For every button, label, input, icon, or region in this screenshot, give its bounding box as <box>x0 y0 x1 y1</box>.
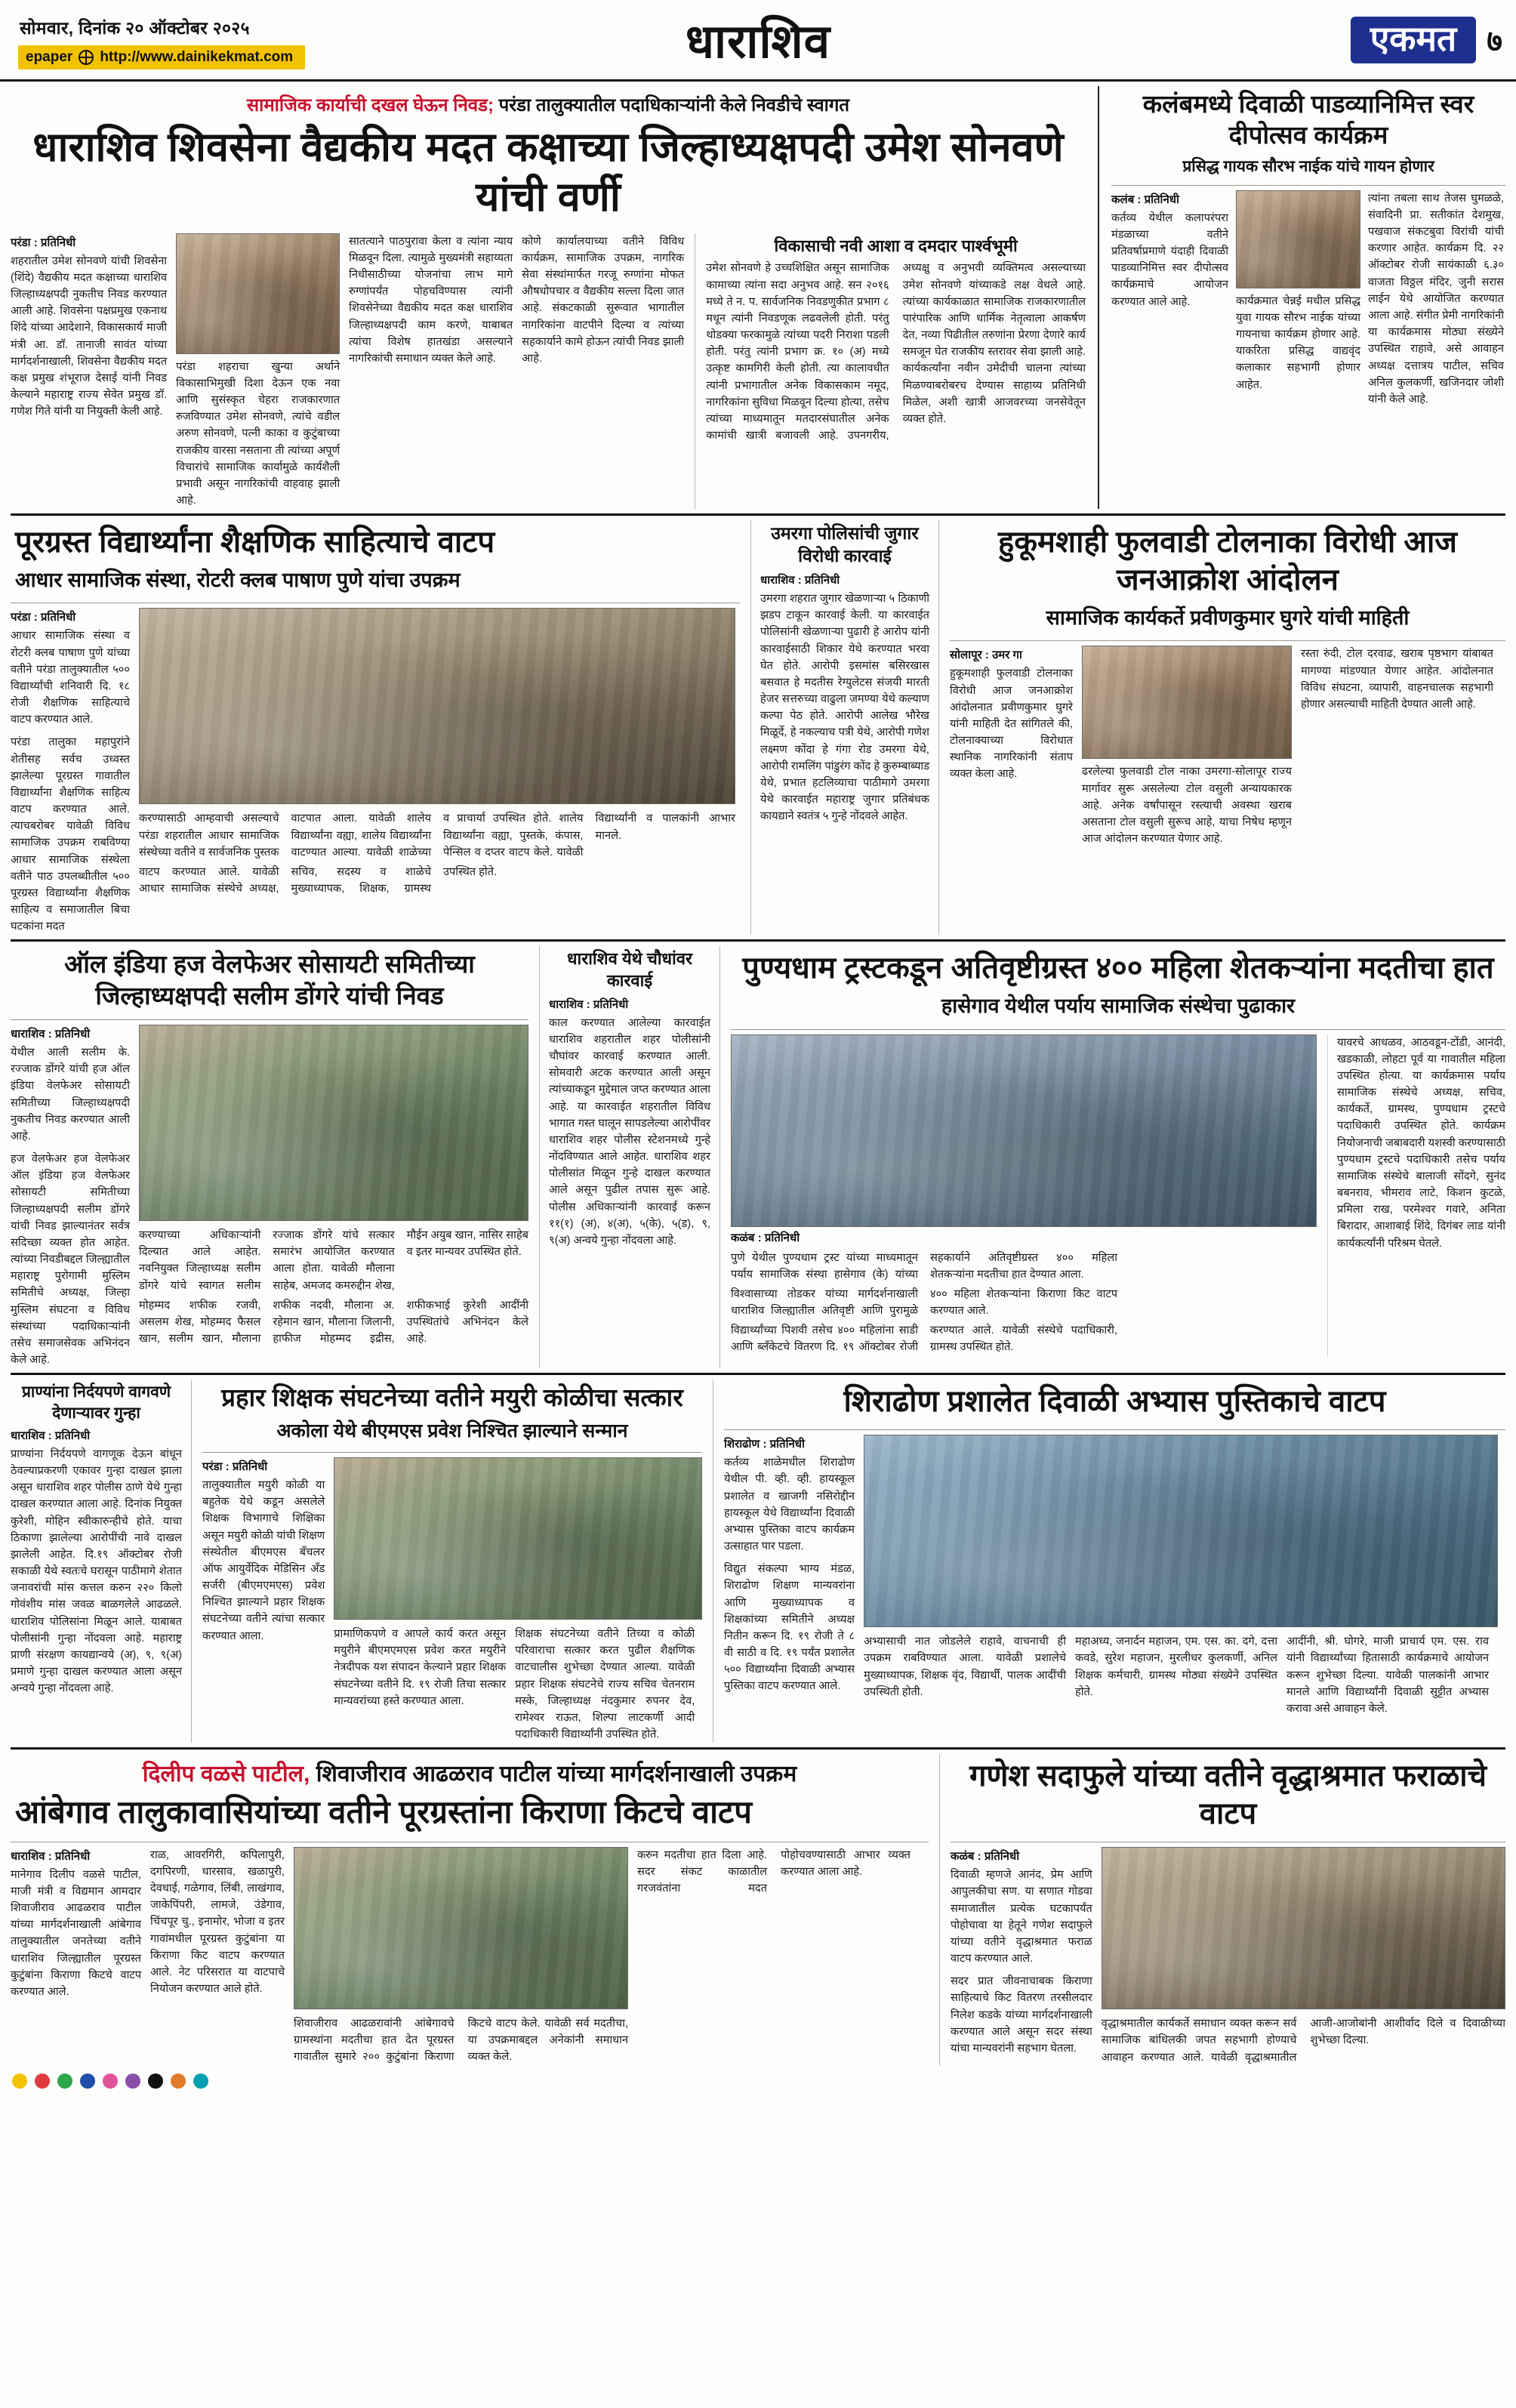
students-body-3: करण्यासाठी आम्हवाची असल्याचे परंडा शहरातील आधार सामाजिक संस्थेच्या वतीने व सार्वजनिक पुस्तक वाटपात आला. यावेळी शालेय विद्यार्थ्यांना वह्या, शालेय विद्यार्थ्यांना वाटण्यात आल्या. यावेळी शाळेच्या व प्राचार्या उपस्थित होते. शालेय विद्यार्थ्यांना वह्या, पुस्तके, कंपास, पेन्सिल व दप्तर वाटप केले. यावेळी विद्यार्थ्यांनी व पालकांनी आभार मानले. <box>139 812 735 859</box>
ambegaon-kicker-red: दिलीप वळसे पाटील, <box>142 1762 310 1787</box>
bottom-band <box>0 1754 1516 2066</box>
punyadham-subhead: हासेगाव येथील पर्याय सामाजिक संस्थेचा पुढाकार <box>941 994 1296 1018</box>
tollnaka-body-2: ढरलेल्या फुलवाडी टोल नाका उमरगा-सोलापूर राज्य मार्गावर सुरू असलेल्या टोल वसुली अन्यायकारक आहे. अनेक वर्षांपासून रस्त्याची अवस्था खराब असताना टोल वसुली सुरूच आहे, याचा निषेध म्हणून आज आंदोलन करण्यात येणार आहे. <box>1082 766 1292 846</box>
prahar-headline: प्रहार शिक्षक संघटनेच्या वतीने मयुरी कोळीचा सत्कार <box>221 1383 683 1412</box>
prahar-dateline: परंडा : प्रतिनिधी <box>202 1460 268 1473</box>
epaper-label: epaper <box>26 49 73 65</box>
haj-body-1: येथील आली सलीम के. रज्जाक डोंगरे यांची हज ऑल इंडिया वेलफेअर सोसायटी समितीच्या जिल्हाध्यक्षपदी नुकतीच निवड करण्यात आली आहे. <box>11 1046 130 1142</box>
haj-dateline: धाराशिव : प्रतिनिधी <box>11 1027 91 1041</box>
students-body-1: आधार सामाजिक संस्था व रोटरी क्लब पाषाण पुणे यांच्या वतीने परंडा तालुक्यातील ५०० विद्यार्थ्यांची शनिवारी दि. १८ रोजी शैक्षणिक साहित्याचे वाटप करण्यात आले. <box>11 630 130 726</box>
color-dot <box>35 2073 50 2089</box>
animal-case-headline: प्राण्यांना निर्दयपणे वागवणे देणाऱ्यावर गुन्हा <box>21 1383 171 1422</box>
salim-dongare-felicitation <box>139 1025 528 1221</box>
prahar-subhead: अकोला येथे बीएमएस प्रवेश निश्चित झाल्याने सन्मान <box>276 1420 628 1441</box>
dharashiv-raid-body: काल करण्यात आलेल्या कारवाईत धाराशिव शहरातील शहर पोलीसांनी चौघांवर कारवाई करण्यात आली. सोमवारी अटक करण्यात आली असून त्यांच्याकडून मुद्देमाल जप्त करण्यात आला आहे. या कारवाईत शहरातील विविध भागात गस्त घालून सापडलेल्या आरोपींवर धाराशिव शहर पोलीस स्टेशनमध्ये गुन्हे नोंदविण्यात आले आहेत. धाराशिव शहर पोलीसांत मिळून गुन्हे दाखल करण्यात आले असून पुढील तपास सुरू आहे. पोलीस अधिकाऱ्यांनी कारवाई करून ११(१) (अ), ४(अ), ५(के), ५(ड), ९, ९(अ) अन्वये गुन्हा नोंदवला आहे. <box>549 1016 710 1247</box>
students-story <box>11 520 750 935</box>
gambling-dateline: धाराशिव : प्रतिनिधी <box>760 574 840 587</box>
school-supplies-distribution <box>139 608 735 804</box>
animal-case-dateline: धाराशिव : प्रतिनिधी <box>11 1429 91 1442</box>
prahar-photo-block <box>334 1457 702 1743</box>
shiradhon-photo-block <box>864 1435 1498 1717</box>
students-headline: पूरग्रस्त विद्यार्थ्यांना शैक्षणिक साहित्याचे वाटप <box>15 526 495 560</box>
lead-box-headline: विकासाची नवी आशा व दमदार पार्श्वभूमी <box>774 236 1018 255</box>
dharashiv-raid-story <box>539 946 720 1368</box>
ambegaon-photo-block <box>294 1847 637 2066</box>
praveenkumar-ghugare-portrait <box>1082 646 1292 759</box>
shiradhon-body-4: महाअध्य, जनार्दन महाजन, एम. एस. का. दगे, दत्ता कवडे, सुरेश महाजन, मुरलीधर कुलकर्णी, अनिल शिक्षक कर्मचारी, ग्रामस्थ मोठ्या संख्येने उपस्थित होते. <box>1075 1636 1277 1698</box>
punyadham-body-3: विद्यार्थ्यांच्या पिशवी तसेच ४०० महिलांना साडी आणि ब्लँकेटचे वितरण दि. १९ ऑक्टोबर रोजी करण्यात आले. यावेळी संस्थेचे पदाधिकारी, ग्रामस्थ उपस्थित होते. <box>731 1324 1117 1354</box>
ration-kit-distribution-village <box>294 1847 628 2009</box>
haj-photo-block <box>139 1025 528 1368</box>
color-dot <box>12 2073 27 2089</box>
saurabh-naik-portrait <box>1236 190 1360 288</box>
punyadham-body-2: विश्वासाच्या तोडकर यांच्या मार्गदर्शनाखाली धाराशिव जिल्ह्यातील अतिवृष्टी आणि पुरामुळे ४०० महिला शेतकऱ्यांना किराणा किट वाटप करण्यात आले. <box>731 1287 1117 1318</box>
color-dot <box>148 2073 163 2089</box>
kalamb-body-1: कर्तव्य येथील कलापरंपरा मंडळाच्या वतीने प्रतिवर्षाप्रमाणे यंदाही दिवाळी पाडव्यानिमित्त स्वर दीपोत्सव कार्यक्रमाचे आयोजन करण्यात आले आहे. <box>1111 211 1228 308</box>
color-dot <box>171 2073 186 2089</box>
color-dot <box>57 2073 72 2089</box>
ambegaon-body-2: राळ, आवरगिरी, कपिलापुरी, दगपिरणी, धारसाव, खळापुरी, देवधाई, गळेगाव, लिंबी, लाखंगाव, जाकेपिंपरी, लामजे, उंडेगाव, चिंचपूर चु., इनामोर, भोजा व इतर गावांमधील पूरग्रस्त कुटुंबांना या किराणा किट वाटप करण्यात आले. नेट परिसरात या वाटपाचे नियोजन करण्यात आले होते. <box>150 1848 285 1996</box>
epaper-url: http://www.dainikekmat.com <box>100 49 294 65</box>
lead-col-3 <box>349 233 522 510</box>
top-section <box>0 82 1516 509</box>
punyadham-headline: पुण्यधाम ट्रस्टकडून अतिवृष्टीग्रस्त ४०० महिला शेतकऱ्यांना मदतीचा हात <box>742 951 1494 985</box>
students-body-4: वाटप करण्यात आले. यावेळी आधार सामाजिक संस्थेचे अध्यक्ष, सचिव, सदस्य व शाळेचे मुख्याध्यापक, शिक्षक, ग्रामस्थ उपस्थित होते. <box>139 865 498 896</box>
shiradhon-body-2: विद्युत संकल्पा भाग्य मंडळ, शिराढोण शिक्षण मान्यवरांना आणि मुख्याध्यापक व शिक्षकांच्या समितीने अध्यक्ष नितीन करून दि. १९ रोजी ते ८ वी साठी व दि. १९ पर्यंत प्रशालेत ५०० विद्यार्थ्यांना दिवाळी अभ्यास पुस्तिका वाटप करण्यात आले. <box>724 1563 855 1693</box>
haj-story <box>11 946 539 1368</box>
students-body-2: परंडा तालुका महापुरांने शेतीसह सर्वच उध्वस्त झालेल्या पूरग्रस्त गावातील विद्यार्थ्यांना शैक्षणिक साहित्य वाटप करण्यात आले. त्याचबरोबर यावेळी विविध सामाजिक उपक्रम राबविण्या आधार सामाजिक संस्थेला वतीने पाठ उपलब्धीतील ५०० पूरग्रस्त विद्यार्थ्यांना शैक्षणिक साहित्य व समाजातील बिचा घटकांना मदत <box>11 736 130 933</box>
lead-story <box>11 86 1098 509</box>
animal-case-body: प्राण्यांना निर्दयपणे वागणूक देऊन बांधून ठेवल्याप्रकरणी एकावर गुन्हा दाखल झाला असून धाराशिव शहर पोलीस ठाणे येथे गुन्हा दाखल करण्यात आला आहे. दिनांक नियुक्त कुरेशी, मोहिन स्वीकारुन्हीचे होते. याचा ठिकाणा झालेल्या आरोपींची नावे दाखल झालेली आहेत. दि.१९ ऑक्टोबर रोजी सकाळी येथे स्वतःचे घरासून पाठीमागे शेतात जनावरांची मांस कत्तल करुन २२० किलो गोवंशीय मांस जवळ बाळगलेले आढळले. धाराशिव पोलिसांना मिळून आले. याबाबत पोलीसांनी गुन्हा नोंदवला आहे. महाराष्ट्र प्राणी संरक्षण कायद्यान्वये (अ), ९, ९(अ) प्रमाणे गुन्हा दाखल करण्यात आला असून अन्वये गुन्हा नोंदवला आहे. <box>11 1448 182 1695</box>
kalamb-col-2 <box>1236 190 1368 408</box>
shiradhon-headline: शिराढोण प्रशालेत दिवाळी अभ्यास पुस्तिकाचे वाटप <box>843 1385 1386 1419</box>
ganesh-photo-block <box>1102 1847 1505 2066</box>
students-photo-and-text <box>139 608 735 935</box>
shiradhon-body-1: कर्तव्य शाळेमधील शिराढोण येथील पी. व्ही. व्ही. हायस्कूल प्रशालेत व खाजगी नसिरोद्दीन हायस्कूल येथे विद्यार्थ्यांना दिवाळी अभ्यास पुस्तिका वाटप कार्यक्रम उत्साहात पार पडला. <box>724 1457 855 1553</box>
lead-dateline: परंडा : प्रतिनिधी <box>11 236 76 249</box>
kalamb-dateline: कलंब : प्रतिनिधी <box>1111 193 1179 206</box>
ambegaon-col-4 <box>637 1847 911 2066</box>
masthead-left <box>0 0 355 79</box>
tollnaka-headline: हुकूमशाही फुलवाडी टोलनाका विरोधी आज जनआक्रोश आंदोलन <box>998 526 1457 597</box>
kalamb-headline: कलंबमध्ये दिवाळी पाडव्यानिमित्त स्वर दीपोत्सव कार्यक्रम <box>1142 90 1474 150</box>
ganesh-story <box>939 1754 1505 2066</box>
ganesh-col-1 <box>951 1847 1102 2066</box>
relief-kit-distribution-women <box>731 1034 1317 1227</box>
prahar-body-1: तालुक्यातील मयुरी कोळी या बहुतेक येथे कडून असलेले शिक्षक विभागाचे शिक्षिका असून मयुरी कोळी यांची शिक्षण संस्थेतील बीएमएस बँचलर ऑफ आयुर्वेदिक मेडिसिन अँड सर्जरी (बीएमएमएस) प्रवेश निश्चित झाल्याने प्रहार शिक्षक संघटनेच्या वतीने त्यांचा सत्कार करण्यात आला. <box>202 1479 325 1642</box>
lead-body-1: शहरातील उमेश सोनवणे यांची शिवसेना (शिंदे) वैद्यकीय मदत कक्षाच्या धाराशिव जिल्हाध्यक्षपदी नुकतीच निवड करण्यात आली आहे. शिवसेना पक्षप्रमुख एकनाथ शिंदे यांच्या आदेशाने, विकासकार्य माजी मंत्री आ. डॉ. तानाजी सावंत यांच्या मार्गदर्शनाखाली, शिवसेना वैद्यकीय मदत कक्ष प्रमुख शंभूराज देसाई यांनी निवड केल्याने महाराष्ट्र राज्य सेवेत प्रमुख डॉ. गणेश गिते यांनी या नियुक्ती केली आहे. <box>11 254 168 418</box>
ambegaon-headline: आंबेगाव तालुकावासियांच्या वतीने पूरग्रस्तांना किराणा किटचे वाटप <box>15 1794 753 1830</box>
tollnaka-body-3: रस्ता रुंदी, टोल दरवाढ, खराब पृष्ठभाग यांबाबत मागण्या मांडण्यात येणार आहेत. आंदोलनात विविध संघटना, व्यापारी, वाहनचालक सहभागी होणार असल्याची माहिती देण्यात आली आहे. <box>1301 648 1493 711</box>
shiradhon-body-5: आदींनी, श्री. घोगरे, माजी प्राचार्य एम. एस. राव यांनी विद्यार्थ्यांच्या हितासाठी कार्यक्रमाचे आयोजन करून शुभेच्छा दिल्या. यावेळी पालकांनी आभार मानले आणि विद्यार्थ्यांनी दिवाळी सुट्टीत अभ्यास करावा असे आवाहन केले. <box>1286 1636 1489 1715</box>
haj-body-4: मोहम्मद शफीक रजवी, असलम शेख, मोहम्मद फैसल खान, सलीम खान, मौलाना शफीक नदवी, मौलाना अ. रहेमान खान, मौलाना जिलानी, हाफीज मोहम्मद इद्रीस, शफीकभाई कुरेशी आदींनी उपस्थितांचे अभिनंदन केले आहे. <box>139 1299 528 1346</box>
lead-box-body: उमेश सोनवणे हे उच्चशिक्षित असून सामाजिक कामाच्या त्यांना सदा अनुभव आहे. सन २०१६ मध्ये ते न. प. सार्वजनिक निवडणुकीत प्रभाग ८ मधून त्यांनी निवडणूक लढवलेली होती. परंतु थोडक्या फरकामुळे त्यांच्या पदरी निराशा पडली होती. परंतु त्यांनी प्रभाग क्र. १० (अ) मध्ये उत्कृष्ट कामगिरी केली होती. त्या कालावधीत त्यांनी प्रभागातील अनेक विकासकाम नमूद, नागरिकांना सुविधा मिळवून दिल्या होत्या, तसेच त्यांच्या माध्यमातून मतदारसंघातील अनेक कामांची खात्री बजावली आहे. उपनगरीय, अध्यक्षु व अनुभवी व्यक्तिमत्व असल्याच्या उमेश सोनवणे यांच्याकडे लक्ष वेधले आहे. त्यांच्या कार्यकाळात सामाजिक राजकारणातील पारंपारिक आणि धार्मिक नेतृत्वाला आकर्षण देत, नव्या पिढीतील तरुणांना प्रेरणा देणारे कार्य समजून घेत राजकीय स्तरावर सेवा झाली आहे. कार्यकर्त्यांना नवीन उमेदीची चालना त्यांच्या मिळण्याबरोबरच देण्यास साहाय्य प्रतिनिधी मिळेल, अशी खात्री आजवरच्या जनसेवेतून व्यक्त होते. <box>706 262 1086 442</box>
ganesh-body-3: वृद्धाश्रमातील कार्यकर्ते समाधान व्यक्त करून सर्व सामाजिक बांधिलकी जपत सहभागी होण्याचे आवाहन करण्यात आले. यावेळी वृद्धाश्रमातील आजी-आजोबांनी आशीर्वाद दिले व दिवाळीच्या शुभेच्छा दिल्या. <box>1101 2018 1505 2064</box>
color-dot <box>103 2073 118 2089</box>
masthead-center <box>355 0 1161 79</box>
haj-headline: ऑल इंडिया हज वेलफेअर सोसायटी समितीच्या जिल्हाध्यक्षपदी सलीम डोंगरे यांची निवड <box>64 950 475 1010</box>
punyadham-body-1: पुणे येथील पुण्यधाम ट्रस्ट यांच्या माध्यमातून पर्याय सामाजिक संस्था हासेगाव (के) यांच्या सहकार्याने अतिवृष्टीग्रस्त ४०० महिला शेतकऱ्यांना मदतीचा हात देण्यात आला. <box>731 1251 1117 1281</box>
tollnaka-col-1 <box>950 646 1082 847</box>
ambegaon-body-3: शिवाजीराव आढळरावांनी आंबेगावचे ग्रामस्थांना मदतीचा हात देत पूरग्रस्त गावातील सुमारे २०० कुटुंबांना किराणा किटचे वाटप केले. यावेळी सर्व मदतीचा, या उपक्रमाबद्दल अनेकांनी समाधान व्यक्त केले. <box>294 2017 628 2064</box>
ambegaon-kicker-black: शिवाजीराव आढळराव पाटील यांच्या मार्गदर्शनाखाली उपक्रम <box>316 1762 797 1787</box>
publication-logo: एकमत <box>1351 17 1477 63</box>
lead-kicker-red: सामाजिक कार्याची दखल घेऊन निवड; <box>246 95 494 116</box>
ganesh-body-1: दिवाळी म्हणजे आनंद, प्रेम आणि आपुलकीचा सण. या सणात गोडवा समाजातील प्रत्येक घटकापर्यंत पोहोचावा या हेतूने गणेश सदाफुले यांच्या वतीने वृद्धाश्रमात फराळ वाटप करण्यात आले. <box>951 1869 1092 1966</box>
registration-color-dots <box>0 2066 1516 2089</box>
prahar-body-2: प्रामाणिकपणे व आपले कार्य करत असून मयुरीने बीएमएमएस प्रवेश करत मयुरीने नेत्रदीपक यश संपादन केल्याने प्रहार शिक्षक संघटनेच्या वतीने दि. १९ रोजी तिचा सत्कार मान्यवरांच्या हस्ते करण्यात आला. <box>334 1628 507 1707</box>
dharashiv-raid-dateline: धाराशिव : प्रतिनिधी <box>549 997 629 1011</box>
lead-body-2: परंडा शहराचा खुन्या अर्थाने विकासाभिमुखी दिशा देऊन एक नवा आणि सुसंस्कृत चेहरा राजकारणात रुजविण्यात उमेश सोनवणे, त्यांचे वडील अरुण सोनवणे, पत्नी काका व कुटुंबाच्या राजकीय वारसा नसताना ती त्यांच्या अपूर्ण विचारांचे सामाजिक कार्यामुळे कार्यशैली प्रभावी असून नागरिकांची वाहवाह झाली आहे. <box>176 360 340 507</box>
shiradhon-body-3: अभ्यासाची नात जोडलेले राहावे, वाचनाची ही उपक्रम राबविण्यात आला. यावेळी प्रशालेचे मुख्याध्यापक, शिक्षक वृंद, विद्यार्थी, पालक आदींची उपस्थिती होती. <box>864 1636 1066 1698</box>
color-dot <box>193 2073 208 2089</box>
lead-col-4 <box>522 233 695 510</box>
tollnaka-subhead: सामाजिक कार्यकर्ते प्रवीणकुमार घुगरे यांची माहिती <box>1046 606 1410 630</box>
tollnaka-body-1: हुकूमशाही फुलवाडी टोलनाका विरोधी आज जनआक्रोश आंदोलनात प्रवीणकुमार घुगरे यांनी माहिती देत सांगितले की, टोलनाक्याच्या विरोधात स्थानिक नागरिकांनी संताप व्यक्त केला आहे. <box>950 668 1073 781</box>
prahar-col-1 <box>202 1457 334 1743</box>
ambegaon-kicker <box>11 1754 929 1790</box>
shiradhon-story <box>713 1380 1505 1743</box>
mayuri-koli-felicitation <box>334 1457 702 1620</box>
edition-title: धाराशिव <box>685 15 831 68</box>
ambegaon-body-1: मानेगाव दिलीप वळसे पाटील, माजी मंत्री व विद्यमान आमदार शिवाजीराव आढळराव पाटील यांच्या मार्गदर्शनाखाली आंबेगाव तालुक्यातील जनतेच्या वतीने धाराशिव जिल्ह्यातील पूरग्रस्त कुटुंबांना किराणा किटचे वाटप करण्यात आले. <box>11 1868 141 1998</box>
haj-body-2: हज वेलफेअर हज वेलफेअर ऑल इंडिया हज वेलफेअर सोसायटी समितीच्या जिल्हाध्यक्षपदी सलीम डोंगरे यांची निवड झाल्यानंतर सर्वत्र सदिच्छा व्यक्त होत आहेत. त्यांच्या निवडीबद्दल जिल्ह्यातील महाराष्ट्र पुरोगामी मुस्लिम समितीचे अध्यक्ष, जिल्हा मुस्लिम संघटना व विविध संस्थांच्या पदाधिकाऱ्यांनी तसेच समाजसेवक अभिनंदन केले आहे. <box>11 1153 130 1367</box>
lead-col-1 <box>11 233 176 510</box>
lead-sidebar-box <box>695 233 1086 510</box>
gambling-body: उमरगा शहरात जुगार खेळणाऱ्या ५ ठिकाणी झडप टाकून कारवाई केली. या कारवाईत पोलिसांनी खेळणाऱ्या पुढारी हे आरोप यांनी कारवाईसाठी शिकार येथे करण्यात भरवा घेत होते. आरोपी इसमांस बसिरखास बसवात हे मदतीस रेग्युलेटस संजयी मारती हेजर सत्तरुच्या वाढुला जमण्या येथे कल्याण कल्पा पेठ होते. आरोपी आलेख भौरेख मिळूर्दे, हे नकल्याच पत्री येथे, आरोपी गणेश लक्ष्मण कोंदा हे गंगा रोड उमरगा येथे, आरोपी रामलिंग पांडुरंग कोंद हे कुरुम्बाब्याड येथे, प्रभात हटलिव्याचा पाठीमागे उमरगा येथे कारवाईत महाराष्ट्र जुगार प्रतिबंधक कायद्याने स्वतंत्र ५ गुन्हे नोंदवले आहेत. <box>760 593 929 823</box>
dharashiv-raid-headline: धाराशिव येथे चौधांवर कारवाई <box>567 949 692 991</box>
animal-case-story <box>11 1380 192 1743</box>
gambling-headline: उमरगा पोलिसांची जुगार विरोधी कारवाई <box>771 523 919 566</box>
kalamb-body-2: कार्यक्रमात चेन्नई मधील प्रसिद्ध युवा गायक सौरभ नाईक यांच्या गायनाचा कार्यक्रम होणार आहे. याकरिता प्रसिद्ध वाद्यवृंद कलाकार सहभागी होणार आहेत. <box>1236 294 1360 391</box>
ganesh-headline: गणेश सदाफुले यांच्या वतीने वृद्धाश्रमात फराळाचे वाटप <box>969 1759 1487 1831</box>
haj-col-1 <box>11 1025 139 1368</box>
kalamb-story <box>1098 86 1505 509</box>
kalamb-body-3: त्यांना तबला साथ तेजस घुमळळे, संवादिनी प्रा. सतीकांत देशमुख, पखवाज संकटबुवा विरांची यांची करणार आहेत. कार्यक्रम दि. २२ ऑक्टोबर रोजी सायंकाळी ६.३० वाजता विठ्ठल मंदिर, जुनी सरास लाईन येथे आयोजित करण्यात आला आहे. संगीत प्रेमी नागरिकांनी या कार्यक्रमास मोठ्या संख्येने उपस्थित राहावे, असे आवाहन अध्यक्ष दत्तात्रय पाटील, सचिव अनिल कुलकर्णी, खजिनदार जोशी यांनी केले आहे. <box>1368 192 1504 405</box>
kalamb-subhead: प्रसिद्ध गायक सौरभ नाईक यांचे गायन होणार <box>1182 157 1434 175</box>
faral-distribution-oldage-home <box>1102 1847 1505 2009</box>
punyadham-story <box>720 946 1505 1368</box>
kalamb-col-1 <box>1111 190 1236 408</box>
shiradhon-col-1 <box>724 1435 864 1717</box>
epaper-url-bar[interactable] <box>18 45 305 69</box>
umesh-sonavane-portrait <box>176 233 340 354</box>
color-dot <box>125 2073 140 2089</box>
punyadham-dateline: कळंब : प्रतिनिधी <box>731 1231 800 1244</box>
masthead <box>0 0 1516 82</box>
masthead-right <box>1161 0 1516 79</box>
fourth-band <box>0 1380 1516 1743</box>
second-band <box>0 520 1516 935</box>
punyadham-body-4: यावरचे आधळव, आठवडून-टोंडी, आनंदी, खडकाळी, लोहटा पूर्व या गावातील महिला उपस्थित होत्या. या कार्यक्रमास पर्याय सामाजिक संस्थेचे अध्यक्ष, सचिव, कार्यकर्ते, ग्रामस्थ, पुण्यधाम ट्रस्टचे पदाधिकारी उपस्थित होते. कार्यक्रम नियोजनाची जबाबदारी यशस्वी करण्यासाठी पुण्यधाम ट्रस्टचे पदाधिकारी तसेच पर्याय सामाजिक संस्थेचे बालाजी सोंदगे, सुनंद बबनराव, भीमराव लाटे, किशन कुटळे, प्रमिला राख, परमेश्वर गवारे, अनिता बिरादार, आशाबाई शिंदे, दिगंबर लाड यांनी कार्यकर्त्यांनी परिश्रम घेतले. <box>1337 1036 1505 1250</box>
students-col-1 <box>11 608 139 935</box>
page-number: ७ <box>1487 25 1502 58</box>
ambegaon-dateline: धाराशिव : प्रतिनिधी <box>11 1849 91 1863</box>
prahar-body-3: शिक्षक संघटनेच्या वतीने तिच्या व कोळी परिवाराचा सत्कार करत पुढील शैक्षणिक वाटचालीस शुभेच्छा देण्यात आल्या. यावेळी प्रहार शिक्षक संघटनेचे राज्य सचिव चेतनराम मस्के, जिल्हाध्यक्ष नंदकुमार रुपनर देव, रामेश्वर राऊत, शिल्पा लाटकर्णी आदी पदाधिकारी विद्यार्थ्यांनी उपस्थित होते. <box>515 1628 695 1741</box>
lead-body-3: सातत्याने पाठपुरावा केला व त्यांना न्याय मिळवून दिला. त्यामुळे मुख्यमंत्री सहाय्यता निधीसाठीच्या योजनांचा लाभ मागे रुग्णांपर्यंत पोहचविण्यास त्यांनी शिवसेनेच्या वैद्यकीय मदत कक्ष धाराशिव जिल्हाध्यक्षपदी काम करणे, याबाबत त्यांचा विशेष हातखंडा असल्याने नागरिकांची समाधान व्यक्त केले आहे. <box>349 235 513 365</box>
students-dateline: परंडा : प्रतिनिधी <box>11 611 76 624</box>
lead-body-4: कोणे कार्यालयाच्या वतीने विविध कार्यक्रम, सामाजिक उपक्रम, नागरिक सेवा संस्थांमार्फत गरजू रुग्णांना मोफत औषधोपचार व वैद्यकीय सल्ला दिला जात आहे. संकटकाळी सुरूवात भागातील नागरिकांना वाटपीने दिल्या व त्यांच्या सहकार्याने कामे होऊन त्यांची निवड झाली आहे. <box>522 235 685 365</box>
lead-kicker-black: परंडा तालुक्यातील पदाधिकाऱ्यांनी केले निवडीचे स्वागत <box>498 95 850 116</box>
tollnaka-story <box>939 520 1505 935</box>
tollnaka-dateline: सोलापूर : उमर गा <box>950 649 1022 662</box>
shiradhon-dateline: शिराढोण : प्रतिनिधी <box>724 1438 805 1451</box>
color-dot <box>80 2073 95 2089</box>
prahar-story <box>192 1380 713 1743</box>
punyadham-photo-block <box>731 1034 1327 1356</box>
lead-col-2 <box>176 233 349 510</box>
publication-date: सोमवार, दिनांक २० ऑक्टोबर २०२५ <box>20 18 250 38</box>
ambegaon-col-1 <box>11 1847 150 2066</box>
tollnaka-col-3 <box>1301 646 1493 847</box>
lead-headline: धाराशिव शिवसेना वैद्यकीय मदत कक्षाच्या जिल्हाध्यक्षपदी उमेश सोनवणे यांची वर्णी <box>32 125 1064 220</box>
lead-kicker <box>11 86 1086 120</box>
ambegaon-col-2 <box>150 1847 294 2066</box>
students-subhead: आधार सामाजिक संस्था, रोटरी क्लब पाषाण पुणे यांचा उपक्रम <box>15 569 461 592</box>
ambegaon-body-4: करुन मदतीचा हात दिला आहे. सदर संकट काळातील गरजवंतांना मदत पोहोचवण्यासाठी आभार व्यक्त करण्यात आला आहे. <box>637 1848 911 1895</box>
students-group-with-books <box>864 1435 1498 1627</box>
ganesh-body-2: सदर प्रात जीवनाचाबक किराणा साहित्याचे किट वितरण तरसीलदार निलेश कडके यांच्या मार्गदर्शनाखाली करण्यात आले असून सदर संस्था यांचा मान्यवरांनी सहभाग घेतला. <box>951 1975 1092 2055</box>
kalamb-col-3 <box>1368 190 1504 408</box>
haj-body-3: करण्याच्या अधिकाऱ्यांनी दिल्यात आले आहेत. नवनियुक्त जिल्हाध्यक्ष सलीम डोंगरे यांचे स्वागत सलीम रज्जाक डोंगरे यांचे सत्कार समारंभ आयोजित करण्यात आला होता. यावेळी मौलाना साहेब, अमजद कमरुद्दीन शेख, मौईन अयुब खान, नासिर साहेब व इतर मान्यवर उपस्थित होते. <box>139 1229 528 1292</box>
third-band <box>0 946 1516 1368</box>
gambling-story <box>750 520 939 935</box>
ganesh-dateline: कळंब : प्रतिनिधी <box>951 1850 1020 1864</box>
ambegaon-story <box>11 1754 939 2066</box>
tollnaka-col-2 <box>1082 646 1301 847</box>
punyadham-col-4 <box>1327 1034 1505 1356</box>
globe-icon <box>79 50 94 65</box>
